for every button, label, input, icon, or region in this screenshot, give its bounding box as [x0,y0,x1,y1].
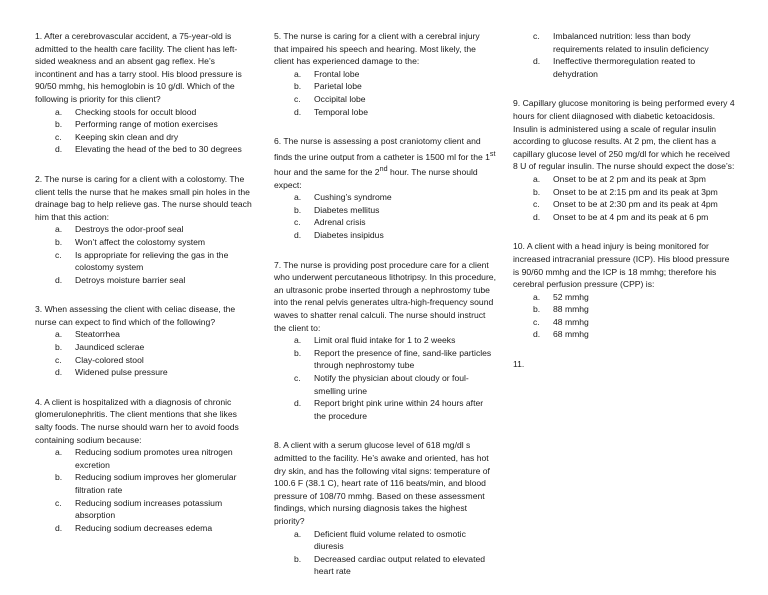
option-text: Ineffective thermoregulation reated to dehydration [553,56,696,79]
question-number: 5. [274,31,282,41]
option-letter: d. [55,144,63,155]
question-stem [35,396,253,446]
option-item [274,397,496,422]
option-letter: a. [294,528,302,539]
question-text: The nurse is providing post procedure care for a client who underwent percutaneous lithotripsy. In this procedure, an ultrasonic probe inserted through a nephrostomy tube into the renal pelvis generates ultra-high-frequency sound waves to shatter renal calculi. The nurse should instruct the client to: [274,259,496,333]
option-text: Deficient fluid volume related to osmotic diuresis [314,528,466,552]
question-3 [35,303,253,379]
option-letter: d. [55,274,63,285]
option-item [35,522,253,535]
question-number: 7. [274,259,282,270]
option-item [274,80,496,93]
option-text: 48 mmhg [553,316,589,327]
option-letter: a. [55,447,63,458]
option-letter: c. [55,131,62,142]
option-item [35,249,253,274]
option-text: Adrenal crisis [314,217,366,228]
option-text: Destroys the odor-proof seal [75,224,184,235]
question-stem [35,303,253,328]
option-list [513,291,735,341]
option-item [513,291,735,304]
option-item [274,191,496,204]
option-letter: a. [294,335,302,346]
option-text: Frontal lobe [314,68,360,79]
option-item [513,328,735,341]
question-stem [513,240,735,290]
question-text: A client is hospitalized with a diagnosis of chronic glomerulonephritis. The client mentions that she likes salty foods. The nurse should warn her to avoid foods containing sodium because: [35,396,239,445]
option-text: Widened pulse pressure [75,367,168,378]
option-item [274,216,496,229]
question-number: 6. [274,136,282,147]
option-text: Imbalanced nutrition: less than body requirements related to insulin deficiency [553,31,709,54]
option-text: Onset to be at 2:30 pm and its peak at 4pm [553,199,718,210]
ordinal-suffix: nd [379,165,388,174]
option-letter: d. [533,211,541,222]
option-letter: b. [294,204,302,215]
option-letter: a. [533,291,541,302]
option-item [513,303,735,316]
option-list [35,106,253,156]
option-text: Onset to be at 2:15 pm and its peak at 3pm [553,186,718,197]
option-item [35,471,253,496]
question-stem [513,358,735,371]
option-item [35,274,253,287]
option-letter: b. [55,236,63,247]
option-text: Onset to be at 4 pm and its peak at 6 pm [553,211,709,222]
option-list [513,173,735,223]
question-text: Capillary glucose monitoring is being performed every 4 hours for client diiagnosed with diabetic ketoacidosis. Insulin is administered using a scale of regular insulin according to glucose results. At 2 pm, the client has a capillary glucose level of 250 mg/dl for which he received 8 U of regular insulin. The nurse should expect the dose’s: [513,98,735,172]
option-text: Decreased cardiac output related to elevated heart rate [314,553,486,577]
option-item [35,118,253,131]
question-stem [274,30,496,68]
option-text: Diabetes insipidus [314,230,384,241]
option-item [274,334,496,347]
option-letter: b. [55,119,63,130]
question-text-part-1: The nurse is assessing a post craniotomy client and finds the urine output from a catheter is 1500 ml for the 1 [274,136,490,162]
question-number: 1. [35,31,43,41]
option-text: Cushing’s syndrome [314,192,392,203]
option-letter: b. [55,472,63,483]
question-4 [35,396,253,535]
option-text: Parietal lobe [314,81,362,92]
option-text: Reducing sodium decreases edema [75,522,213,533]
option-list [274,68,496,118]
option-letter: a. [55,106,63,117]
question-text-part-2: hour and the same for the 2 [274,167,380,178]
question-number: 11. [513,359,525,370]
option-text: Performing range of motion exercises [75,119,218,130]
question-stem [274,259,496,335]
option-letter: d. [533,329,541,340]
option-text: Temporal lobe [314,106,368,117]
question-number: 4. [35,396,43,407]
question-number: 8. [274,440,282,451]
question-11 [513,358,735,371]
option-letter: d. [294,398,302,409]
question-stem [274,135,496,191]
option-item [35,236,253,249]
question-text: A client with a serum glucose level of 618 mg/dl s admitted to the facility. He’s awake and oriented, has hot dry skin, and has the following vital signs: temperature of 100.6 F (38.1 C), heart rate of 116 beats/min, and blood pressure of 108/70 mmhg. Based on these assessment findings, which nursing diagnosis takes the highest priority? [274,440,490,526]
option-item [274,372,496,397]
option-item [35,328,253,341]
option-text: 88 mmhg [553,304,589,315]
option-letter: b. [55,342,63,353]
option-item [513,198,735,211]
option-letter: d. [294,230,302,241]
option-item [513,186,735,199]
option-list [274,528,496,578]
option-text: Detroys moisture barrier seal [75,274,186,285]
option-text: Reducing sodium promotes urea nitrogen excretion [75,447,233,470]
question-7 [274,259,496,423]
option-letter: b. [294,553,302,564]
option-letter: a. [294,68,302,79]
column-3 [513,30,735,388]
option-item [274,347,496,372]
option-letter: b. [533,304,541,315]
option-item [35,143,253,156]
option-letter: a. [294,192,302,203]
option-letter: c. [533,31,540,41]
option-text: Clay-colored stool [75,354,144,365]
question-8 [274,439,496,578]
question-9 [513,97,735,223]
option-item [274,68,496,81]
option-text: Limit oral fluid intake for 1 to 2 weeks [314,335,456,346]
option-text: Notify the physician about cloudy or foul-smelling urine [314,372,469,396]
option-letter: a. [533,173,541,184]
option-item [274,553,496,578]
option-item [35,446,253,471]
option-item [35,131,253,144]
column-2 [274,30,496,595]
question-stem [274,439,496,527]
option-letter: c. [55,249,62,260]
question-2 [35,173,253,286]
option-item [35,497,253,522]
ordinal-suffix: st [489,149,496,158]
question-number: 2. [35,173,43,184]
question-text: After a cerebrovascular accident, a 75-year-old is admitted to the health care facility. The client has left-sided weakness and an absent gag reflex. He’s incontinent and has a tarry stool. His blood pressure is 90/50 mmhg, his hemoglobin is 10 g/dl. Which of the following is priority for this client? [35,31,242,104]
option-letter: b. [294,347,302,358]
option-text: Reducing sodium improves her glomerular filtration rate [75,472,237,495]
option-item [35,223,253,236]
option-item [274,93,496,106]
question-text-part-3: hour. The nurse should expect: [274,167,478,190]
option-letter: c. [55,354,62,365]
option-letter: a. [55,224,63,235]
option-text: Is appropriate for relieving the gas in the colostomy system [75,249,229,273]
option-list [35,446,253,534]
option-item [35,366,253,379]
question-stem [35,30,253,106]
question-text: The nurse is caring for a client with a colostomy. The client tells the nurse that he makes small pin holes in the drainage bag to help relieve gas. The nurse should teach him that this action: [35,173,252,222]
option-letter: c. [294,217,301,228]
option-text: Steatorrhea [75,329,120,340]
option-letter: d. [55,522,63,533]
option-text: Won’t affect the colostomy system [75,236,206,247]
option-letter: d. [533,56,541,67]
option-item [513,55,735,80]
question-number: 10. [513,241,525,252]
option-list-continued [513,30,735,80]
option-text: 52 mmhg [553,291,589,302]
option-text: Checking stools for occult blood [75,106,197,117]
option-text: Reducing sodium increases potassium absorption [75,497,223,521]
option-text: Elevating the head of the bed to 30 degrees [75,144,242,155]
option-text: Diabetes mellitus [314,204,380,215]
option-letter: c. [533,199,540,210]
option-item [513,173,735,186]
option-item [513,211,735,224]
option-item [35,106,253,119]
option-list [35,223,253,286]
question-number: 3. [35,304,43,315]
option-list [35,328,253,378]
question-stem [35,173,253,223]
question-number: 9. [513,98,521,109]
option-text: Report bright pink urine within 24 hours after the procedure [314,398,484,421]
question-6 [274,135,496,241]
option-item [274,528,496,553]
option-text: Jaundiced sclerae [75,342,145,353]
option-letter: c. [533,316,540,327]
option-item [513,316,735,329]
option-item [274,229,496,242]
option-letter: b. [294,81,302,92]
option-letter: c. [294,372,301,383]
question-stem [513,97,735,173]
question-5 [274,30,496,118]
option-letter: d. [55,367,63,378]
option-item [35,354,253,367]
option-text: 68 mmhg [553,329,589,340]
question-text: When assessing the client with celiac disease, the nurse can expect to find which of the following? [35,304,236,327]
option-item [35,341,253,354]
option-text: Occipital lobe [314,93,366,104]
option-text: Report the presence of fine, sand-like particles through nephrostomy tube [314,347,492,371]
option-letter: d. [294,106,302,117]
option-letter: a. [55,329,63,340]
question-10 [513,240,735,341]
option-letter: b. [533,186,541,197]
option-list [274,191,496,241]
option-item [513,30,735,55]
option-item [274,106,496,119]
option-text: Onset to be at 2 pm and its peak at 3pm [553,173,706,184]
question-text: The nurse is caring for a client with a cerebral injury that impaired his speech and hearing. Most likely, the client has experienced damage to the: [274,31,480,67]
question-text: A client with a head injury is being monitored for increased intracranial pressure (ICP). His blood pressure is 90/60 mmhg and the ICP is 18 mmhg; therefore his cerebral perfusion pressure (CPP) is: [513,241,730,290]
option-list [274,334,496,422]
option-item [274,204,496,217]
question-1 [35,30,253,156]
column-1 [35,30,253,551]
option-letter: c. [294,93,301,104]
option-text: Keeping skin clean and dry [75,131,179,142]
option-letter: c. [55,497,62,508]
